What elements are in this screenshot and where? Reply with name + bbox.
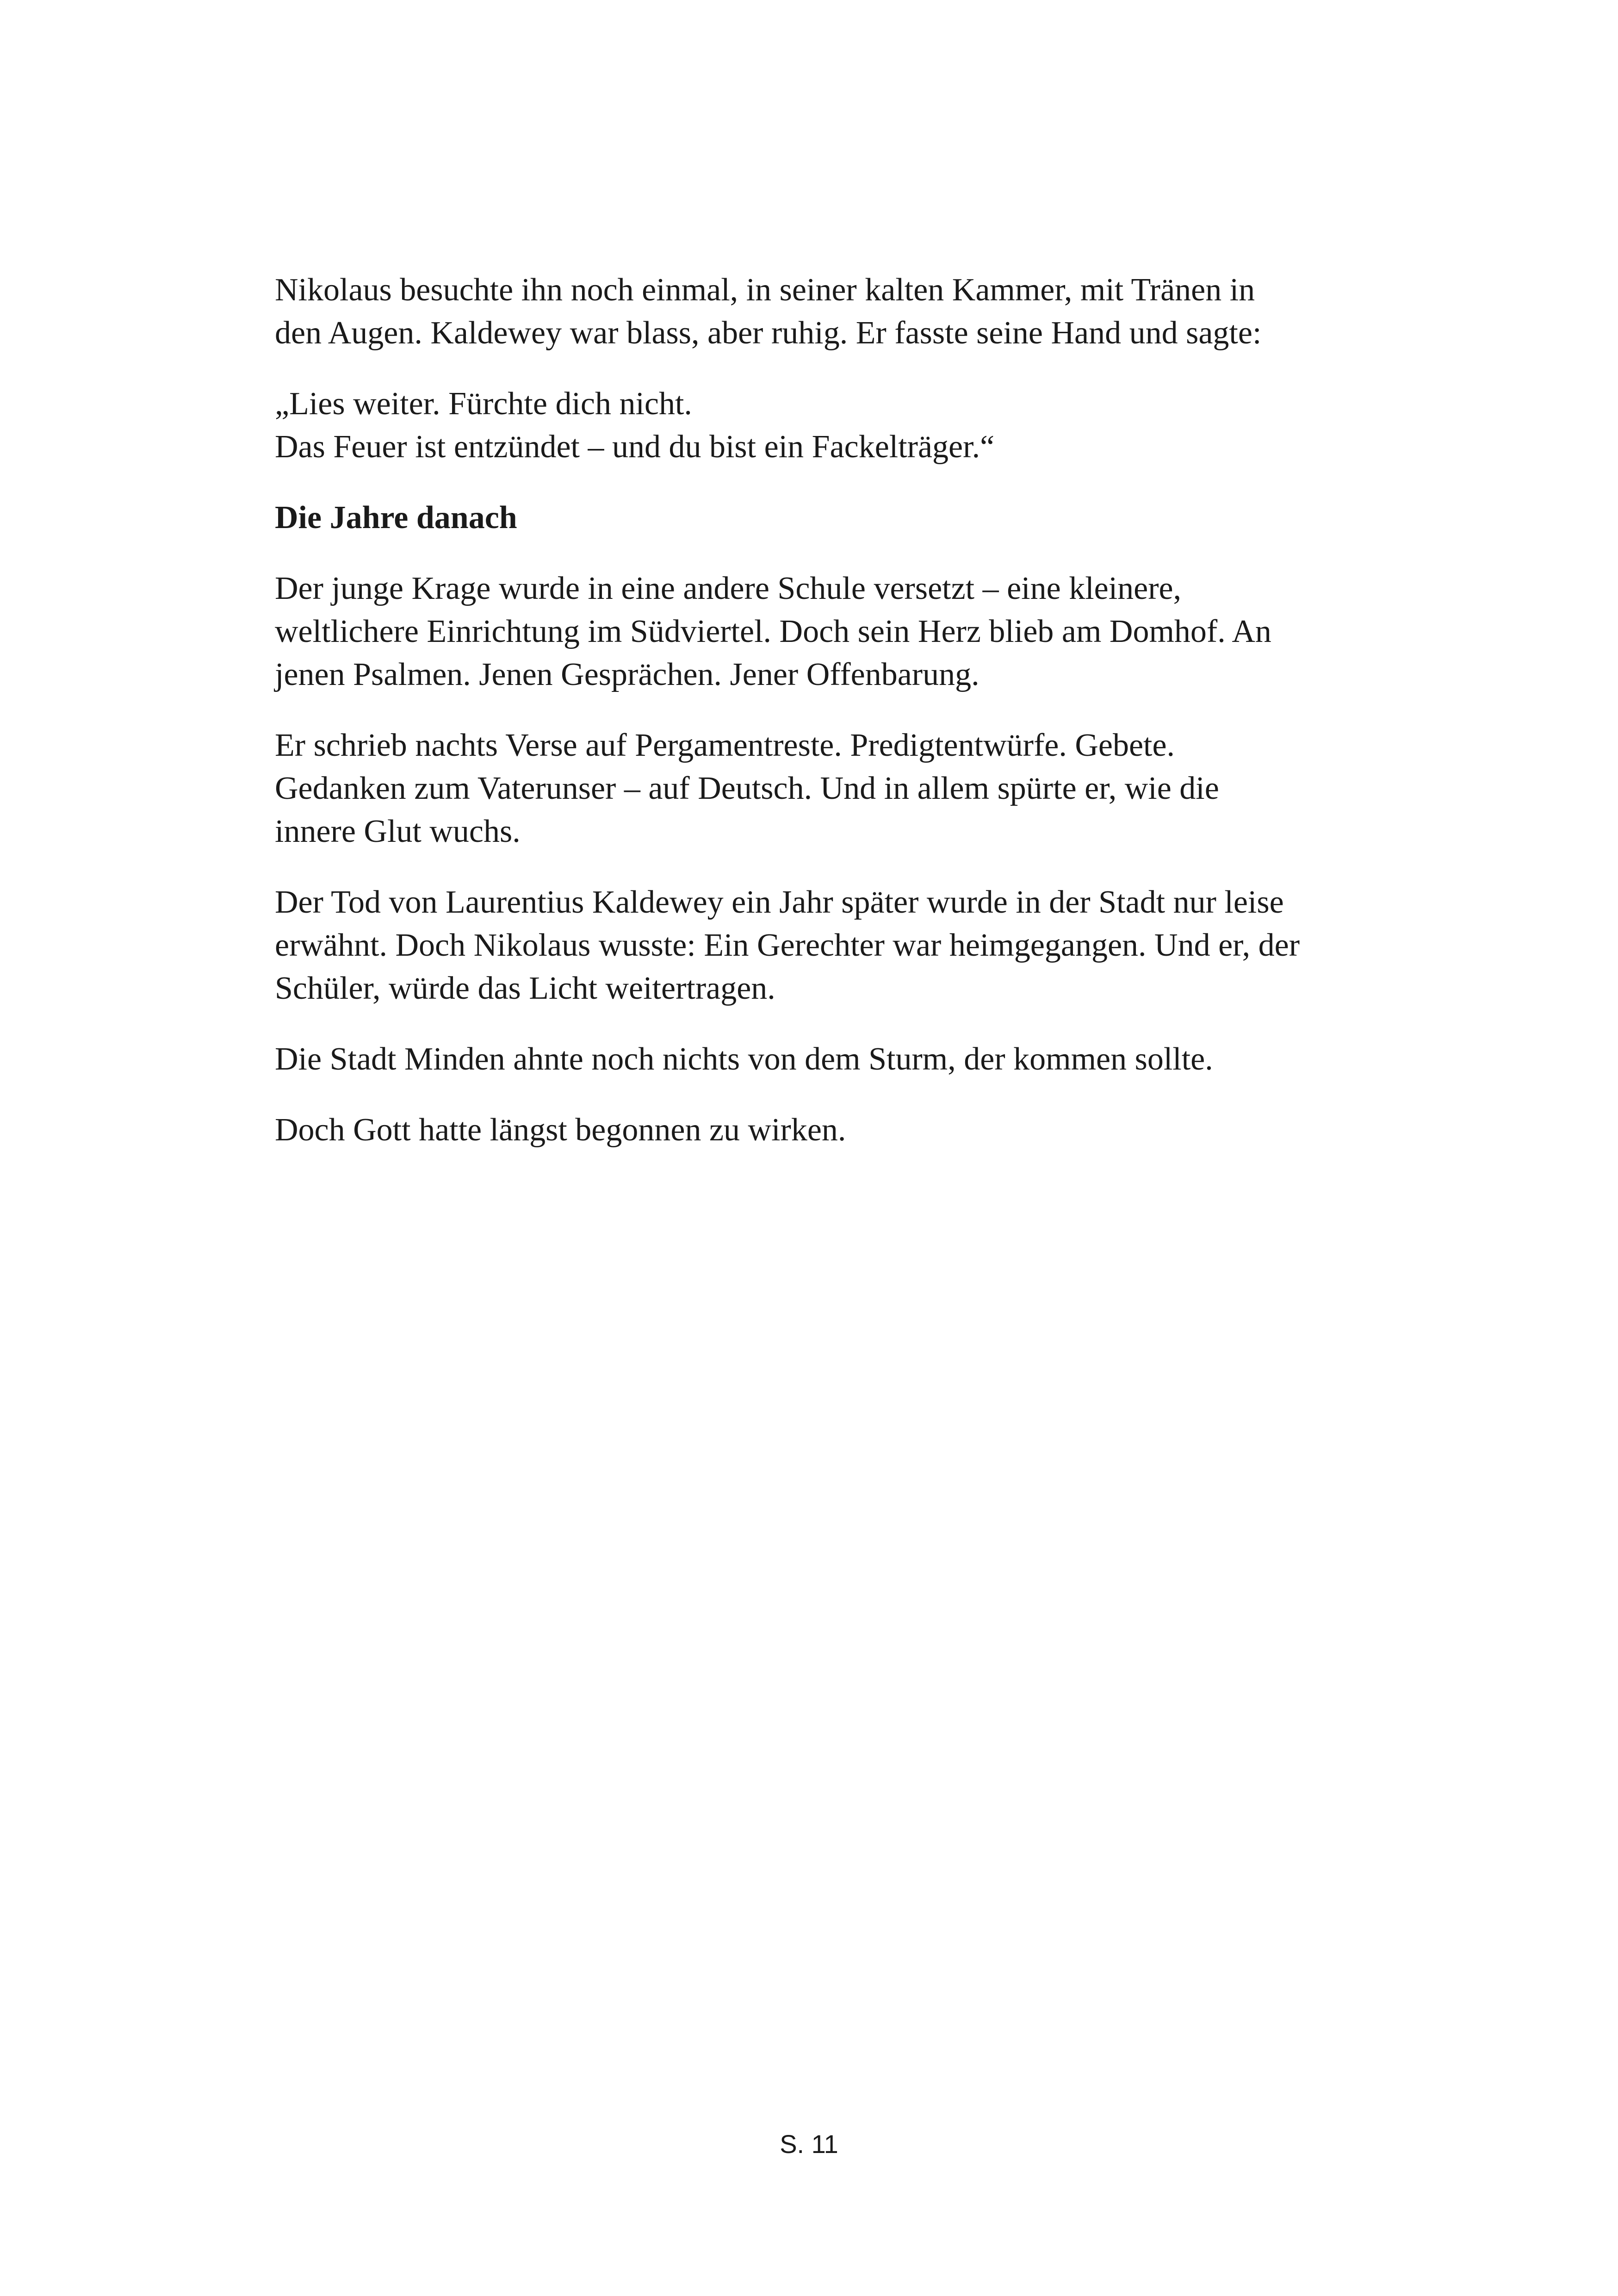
text-line: Der junge Krage wurde in eine andere Schule versetzt – eine kleinere, [275,571,1182,606]
text-line: „Lies weiter. Fürchte dich nicht. [275,386,692,422]
paragraph-visit [275,268,1353,355]
paragraph-school [275,567,1353,696]
paragraph-quote [275,382,1353,468]
text-line: Nikolaus besuchte ihn noch einmal, in seiner kalten Kammer, mit Tränen in [275,272,1255,308]
paragraph-god: Doch Gott hatte längst begonnen zu wirken. [275,1112,846,1148]
text-line: innere Glut wuchs. [275,814,521,849]
text-line: Schüler, würde das Licht weitertragen. [275,971,775,1006]
text-line: den Augen. Kaldewey war blass, aber ruhig. Er fasste seine Hand und sagte: [275,315,1262,351]
text-line: Der Tod von Laurentius Kaldewey ein Jahr später wurde in der Stadt nur leise [275,884,1284,920]
text-line: weltlichere Einrichtung im Südviertel. Doch sein Herz blieb am Domhof. An [275,614,1271,649]
text-line: jenen Psalmen. Jenen Gesprächen. Jener Offenbarung. [275,657,979,692]
text-line: Das Feuer ist entzündet – und du bist ein Fackelträger.“ [275,429,995,465]
text-line: Er schrieb nachts Verse auf Pergamentreste. Predigtentwürfe. Gebete. [275,728,1175,763]
section-heading: Die Jahre danach [275,500,517,535]
paragraph-minden: Die Stadt Minden ahnte noch nichts von dem Sturm, der kommen sollte. [275,1041,1213,1077]
text-line: erwähnt. Doch Nikolaus wusste: Ein Gerechter war heimgegangen. Und er, der [275,927,1300,963]
page-number: S. 11 [780,2129,838,2159]
page-content [275,268,1353,1179]
paragraph-death [275,881,1353,1010]
paragraph-verses [275,724,1353,853]
text-line: Gedanken zum Vaterunser – auf Deutsch. Und in allem spürte er, wie die [275,771,1219,806]
